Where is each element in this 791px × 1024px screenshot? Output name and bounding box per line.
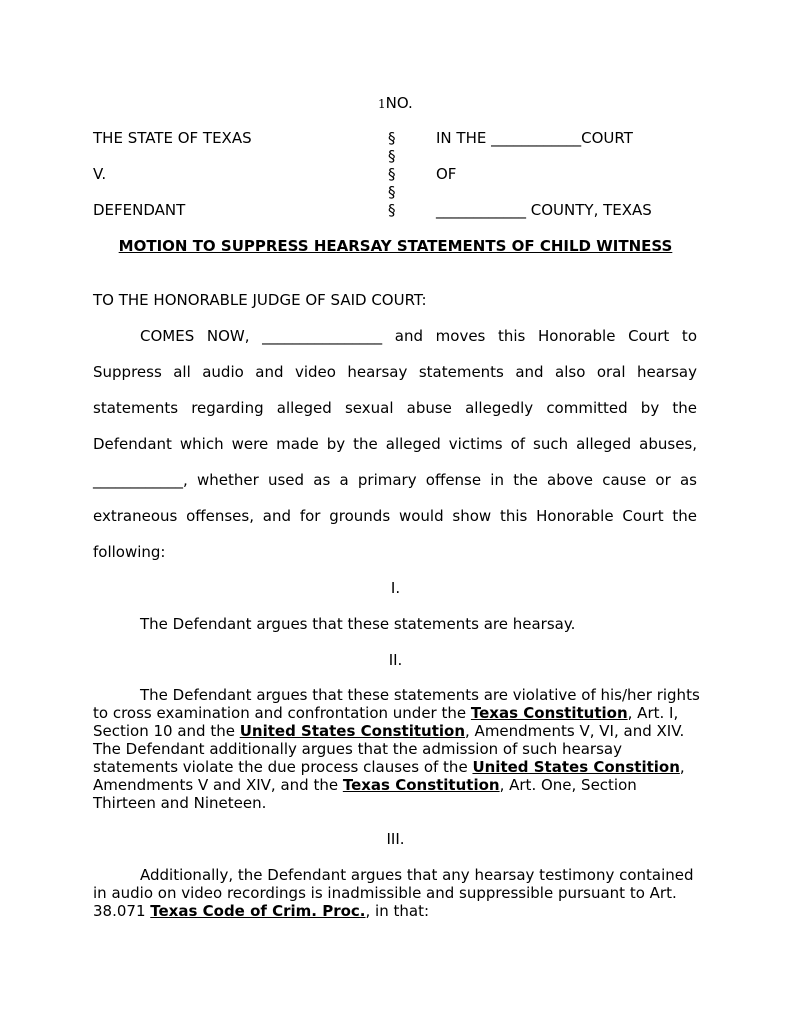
section-symbol: § — [388, 165, 396, 183]
salutation: TO THE HONORABLE JUDGE OF SAID COURT: — [93, 291, 427, 309]
section-numeral: III. — [386, 830, 405, 848]
paragraph-text: , Art. One, Section Thirteen and Nineteen. — [93, 776, 637, 812]
document-title: MOTION TO SUPPRESS HEARSAY STATEMENTS OF CHILD WITNESS — [118, 237, 673, 255]
section-symbol: § — [388, 183, 396, 201]
section-paragraph — [93, 686, 703, 812]
intro-line: Defendant which were made by the alleged victims of such alleged abuses, — [93, 435, 697, 453]
paragraph-text: , Amendments V and XIV, and the — [93, 758, 685, 794]
county-suffix: COUNTY, TEXAS — [526, 201, 652, 219]
caption-of: OF — [436, 165, 457, 183]
paragraph-text: Additionally, the Defendant argues that any hearsay testimony contained in audio on video recordings is inadmissible and suppressible pursuant to Art. 38.071 — [93, 866, 694, 920]
footnote-mark: 1 — [378, 97, 386, 111]
citation: United States Constitution — [239, 722, 466, 740]
intro-line: COMES NOW, ________________ and moves this Honorable Court to — [140, 327, 697, 345]
court-prefix: IN THE — [436, 129, 492, 147]
court-blank: ____________ — [491, 129, 582, 147]
section-numeral: II. — [388, 651, 403, 669]
section-symbol: § — [388, 147, 396, 165]
paragraph-text: The Defendant argues that these statements are violative of his/her rights to cross examination and confrontation under the — [93, 686, 700, 722]
caption-versus: V. — [93, 165, 107, 183]
section-paragraph — [93, 866, 703, 920]
caption-state: THE STATE OF TEXAS — [93, 129, 252, 147]
citation: United States Constition — [472, 758, 680, 776]
intro-line: statements regarding alleged sexual abuse allegedly committed by the — [93, 399, 697, 417]
paragraph-text: , Amendments V, VI, and XIV. The Defendant additionally argues that the admission of such hearsay statements violate the due process clauses of the — [93, 722, 685, 776]
section-symbol: § — [388, 201, 396, 219]
intro-line: ____________, whether used as a primary offense in the above cause or as — [93, 471, 697, 489]
section-text: The Defendant argues that these statements are hearsay. — [140, 615, 576, 633]
paragraph-text: , Art. I, Section 10 and the — [93, 704, 679, 740]
caption-defendant: DEFENDANT — [93, 201, 186, 219]
caption-court — [436, 129, 633, 147]
intro-line: Suppress all audio and video hearsay statements and also oral hearsay — [93, 363, 697, 381]
intro-line: extraneous offenses, and for grounds would show this Honorable Court the — [93, 507, 697, 525]
cause-no-label: NO. — [385, 94, 413, 112]
court-suffix: COURT — [581, 129, 633, 147]
cause-number — [378, 94, 413, 112]
citation: Texas Constitution — [342, 776, 500, 794]
intro-line: following: — [93, 543, 166, 561]
section-symbol: § — [388, 129, 396, 147]
county-blank: ____________ — [436, 201, 526, 219]
citation: Texas Code of Crim. Proc. — [150, 902, 366, 920]
citation: Texas Constitution — [470, 704, 628, 722]
section-numeral: I. — [390, 579, 401, 597]
caption-county — [436, 201, 652, 219]
paragraph-text: , in that: — [365, 902, 430, 920]
